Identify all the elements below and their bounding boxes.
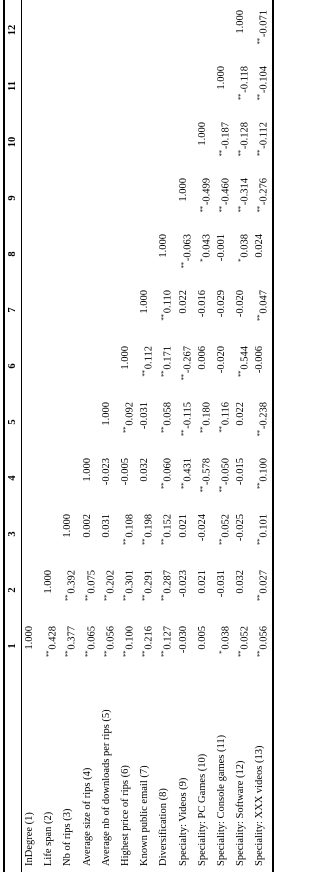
table-cell: [178, 346, 195, 394]
table-cell: [120, 402, 137, 450]
table-cell: [197, 290, 209, 338]
cell-value: 1.000: [120, 346, 131, 370]
cell-value: -0.023: [100, 458, 112, 486]
table-cell: [216, 626, 233, 674]
table-cell: [235, 402, 247, 450]
significance-marker: **: [64, 594, 73, 602]
table-cell: [120, 570, 137, 618]
cell-value: 0.301: [124, 570, 136, 594]
table-cell: [254, 514, 271, 562]
significance-marker: **: [160, 314, 169, 321]
table-cell: [24, 626, 36, 674]
table-cell: [254, 346, 266, 394]
table-cell: [216, 514, 233, 562]
row-label: Average size of rips (4): [81, 767, 93, 866]
significance-marker: *: [198, 258, 207, 262]
significance-marker: **: [256, 594, 265, 602]
column-header-9: 9: [7, 195, 18, 201]
cell-value: -0.112: [258, 122, 270, 149]
table-cell: [216, 290, 228, 338]
significance-marker: **: [256, 38, 265, 45]
cell-value: 1.000: [81, 458, 93, 482]
cell-value: 0.027: [258, 570, 270, 594]
table-cell: [178, 178, 190, 226]
cell-value: 0.100: [124, 626, 136, 650]
cell-value: 0.031: [100, 514, 112, 538]
significance-marker: **: [160, 370, 169, 378]
table-cell: [158, 346, 175, 394]
table-cell: [82, 458, 94, 506]
significance-marker: **: [256, 314, 265, 322]
cell-value: 1.000: [235, 10, 247, 34]
table-cell: [254, 290, 271, 338]
table-cell: [178, 626, 190, 674]
cell-value: 0.021: [196, 570, 208, 594]
significance-marker: **: [141, 650, 150, 658]
table-cell: [62, 514, 74, 562]
row-label: InDegree (1): [24, 812, 35, 866]
table-cell: [197, 626, 209, 674]
cell-value: 0.047: [258, 290, 270, 314]
cell-value: -0.115: [182, 402, 194, 429]
table-cell: [158, 234, 170, 282]
table-cell: [235, 626, 252, 674]
significance-marker: **: [198, 426, 207, 434]
significance-marker: **: [83, 594, 92, 602]
cell-value: 1.000: [177, 178, 189, 202]
cell-value: 0.052: [220, 514, 232, 538]
cell-value: 0.110: [162, 290, 174, 314]
table-cell: [139, 570, 156, 618]
significance-marker: **: [141, 370, 150, 377]
significance-marker: *: [237, 258, 246, 262]
cell-value: -0.238: [258, 402, 270, 430]
cell-value: 0.006: [196, 346, 208, 370]
cell-value: 0.058: [162, 402, 174, 426]
cell-value: 0.022: [235, 402, 247, 426]
significance-marker: **: [237, 650, 246, 658]
row-label: Specialty: Videos (9): [177, 777, 189, 866]
row-label: Speciality: Software (12): [235, 760, 247, 866]
cell-value: 0.038: [239, 234, 251, 258]
cell-value: 0.032: [139, 458, 151, 482]
table-cell: [235, 10, 247, 58]
cell-value: 1.000: [100, 402, 112, 426]
cell-value: 0.127: [162, 626, 174, 650]
cell-value: 0.052: [239, 626, 251, 650]
table-cell: [216, 570, 228, 618]
significance-marker: **: [160, 482, 169, 490]
cell-value: 0.112: [143, 346, 155, 370]
table-cell: [158, 514, 175, 562]
significance-marker: **: [256, 94, 265, 101]
cell-value: 0.116: [220, 402, 232, 426]
column-header-7: 7: [7, 307, 18, 313]
table-cell: [178, 514, 190, 562]
significance-marker: **: [237, 206, 246, 213]
significance-marker: **: [237, 150, 246, 157]
cell-value: 1.000: [62, 514, 74, 538]
table-cell: [158, 402, 175, 450]
cell-value: 1.000: [158, 234, 170, 258]
significance-marker: **: [141, 538, 150, 546]
table-cell: [101, 402, 113, 450]
significance-marker: **: [218, 150, 226, 157]
table-cell: [101, 514, 113, 562]
table-cell: [158, 626, 175, 674]
significance-marker: **: [256, 538, 265, 546]
table-cell: [82, 626, 99, 674]
column-header-11: 11: [7, 81, 18, 91]
cell-value: -0.063: [182, 234, 194, 262]
significance-marker: **: [122, 426, 130, 434]
table-cell: [62, 626, 79, 674]
significance-marker: **: [198, 206, 207, 213]
significance-marker: **: [218, 206, 226, 213]
cell-value: -0.020: [216, 346, 227, 374]
significance-marker: **: [160, 594, 169, 602]
cell-value: 0.056: [258, 626, 270, 650]
significance-marker: **: [256, 430, 265, 437]
cell-value: -0.016: [196, 290, 208, 318]
table-cell: [197, 458, 214, 506]
table-cell: [178, 570, 190, 618]
table-cell: [197, 234, 214, 282]
cell-value: -0.030: [177, 626, 189, 654]
table-cell: [235, 122, 252, 170]
cell-value: -0.015: [235, 458, 247, 486]
cell-value: 0.060: [162, 458, 174, 482]
column-header-10: 10: [7, 136, 18, 148]
cell-value: -0.001: [216, 234, 227, 262]
cell-value: 0.024: [254, 234, 266, 258]
table-cell: [158, 290, 175, 338]
significance-marker: **: [45, 650, 54, 658]
table-cell: [235, 178, 252, 226]
cell-value: 0.038: [220, 626, 232, 650]
cell-value: -0.460: [220, 178, 232, 206]
cell-value: 0.108: [124, 514, 136, 538]
cell-value: -0.118: [239, 66, 251, 93]
table-cell: [235, 514, 247, 562]
significance-marker: *: [218, 650, 226, 654]
cell-value: 0.092: [124, 402, 136, 426]
row-label: Speciality: PC Games (10): [196, 753, 208, 866]
significance-marker: **: [237, 370, 246, 378]
row-label: Known public email (7): [139, 765, 151, 866]
table-cell: [82, 570, 99, 618]
cell-value: 0.043: [201, 234, 213, 258]
column-header-2: 2: [7, 587, 18, 593]
table-cell: [235, 570, 247, 618]
significance-marker: **: [237, 93, 246, 101]
cell-value: 0.021: [177, 514, 189, 538]
significance-marker: **: [179, 429, 188, 437]
cell-value: 0.198: [143, 514, 155, 538]
cell-value: -0.267: [182, 346, 194, 374]
cell-value: 0.202: [105, 570, 117, 594]
cell-value: 0.100: [258, 458, 270, 482]
cell-value: 0.101: [258, 514, 270, 538]
cell-value: -0.314: [239, 178, 251, 206]
cell-value: 0.065: [86, 626, 98, 650]
cell-value: 0.291: [143, 570, 155, 594]
table-header-rule: [21, 0, 22, 872]
cell-value: -0.050: [220, 458, 232, 486]
table-cell: [254, 66, 271, 114]
cell-value: -0.020: [235, 290, 247, 318]
significance-marker: **: [218, 486, 226, 493]
cell-value: 0.171: [162, 346, 174, 370]
table-cell: [158, 570, 175, 618]
table-cell: [139, 290, 151, 338]
significance-marker: **: [179, 482, 188, 490]
table-cell: [158, 458, 175, 506]
row-label: Average nb of downloads per rips (5): [100, 709, 112, 866]
table-cell: [197, 514, 209, 562]
table-cell: [216, 402, 233, 450]
significance-marker: **: [160, 650, 169, 658]
table-cell: [101, 570, 118, 618]
table-cell: [235, 458, 247, 506]
table-cell: [235, 290, 247, 338]
cell-value: -0.031: [216, 570, 227, 598]
row-label: Highest price of rips (6): [120, 765, 131, 866]
cell-value: -0.025: [235, 514, 247, 542]
significance-marker: **: [83, 650, 92, 658]
table-cell: [43, 626, 60, 674]
table-cell: [139, 626, 156, 674]
table-top-rule: [3, 0, 5, 872]
table-cell: [178, 234, 195, 282]
cell-value: 0.431: [182, 458, 194, 482]
row-label: Speciality: Console games (11): [216, 734, 227, 866]
cell-value: 1.000: [24, 626, 35, 650]
cell-value: -0.578: [201, 458, 213, 486]
table-cell: [197, 122, 209, 170]
cell-value: 1.000: [43, 570, 55, 594]
cell-value: 0.075: [86, 570, 98, 594]
cell-value: 1.000: [196, 122, 208, 146]
table-cell: [235, 66, 252, 114]
table-cell: [120, 514, 137, 562]
table-cell: [254, 234, 266, 282]
table-cell: [254, 10, 271, 58]
significance-marker: **: [218, 426, 226, 433]
cell-value: -0.276: [258, 178, 270, 206]
table-cell: [197, 346, 209, 394]
row-label: Nb of rips (3): [62, 808, 74, 866]
table-cell: [254, 570, 271, 618]
row-label: Diversification (8): [158, 788, 170, 866]
column-header-6: 6: [7, 363, 18, 369]
column-header-3: 3: [7, 531, 18, 537]
table-cell: [197, 570, 209, 618]
significance-marker: **: [218, 538, 226, 546]
cell-value: -0.104: [258, 66, 270, 94]
cell-value: -0.023: [177, 570, 189, 598]
table-cell: [254, 458, 271, 506]
column-header-12: 12: [7, 24, 18, 36]
cell-value: -0.029: [216, 290, 227, 318]
cell-value: -0.187: [220, 122, 232, 150]
table-cell: [235, 346, 252, 394]
column-header-4: 4: [7, 475, 18, 481]
table-cell: [139, 402, 151, 450]
table-cell: [139, 514, 156, 562]
cell-value: 0.377: [66, 626, 78, 650]
table-cell: [254, 178, 271, 226]
cell-value: 0.152: [162, 514, 174, 538]
table-cell: [178, 402, 195, 450]
cell-value: 0.002: [81, 514, 93, 538]
cell-value: 0.032: [235, 570, 247, 594]
cell-value: -0.499: [201, 178, 213, 206]
table-cell: [178, 290, 190, 338]
cell-value: -0.071: [258, 10, 270, 38]
significance-marker: **: [160, 538, 169, 546]
cell-value: 1.000: [216, 66, 227, 90]
cell-value: 0.392: [66, 570, 78, 594]
significance-marker: **: [64, 650, 73, 658]
cell-value: -0.005: [120, 458, 131, 486]
significance-marker: **: [141, 594, 150, 602]
significance-marker: **: [256, 149, 265, 157]
table-cell: [43, 570, 55, 618]
table-cell: [139, 346, 156, 394]
significance-marker: **: [122, 594, 130, 602]
column-header-1: 1: [7, 643, 18, 649]
table-cell: [197, 178, 214, 226]
table-cell: [216, 458, 233, 506]
table-cell: [216, 122, 233, 170]
cell-value: 0.428: [47, 626, 59, 650]
table-bottom-rule: [272, 0, 274, 872]
column-header-5: 5: [7, 419, 18, 425]
cell-value: 0.180: [201, 402, 213, 426]
row-label: Speciality: XXX videos (13): [254, 745, 266, 866]
row-label: Life span (2): [43, 811, 55, 866]
table-cell: [216, 178, 233, 226]
significance-marker: **: [102, 650, 111, 658]
table-cell: [216, 346, 228, 394]
table-cell: [254, 626, 271, 674]
table-cell: [197, 402, 214, 450]
cell-value: -0.024: [196, 514, 208, 542]
cell-value: 0.287: [162, 570, 174, 594]
table-cell: [101, 626, 118, 674]
table-cell: [139, 458, 151, 506]
cell-value: -0.031: [139, 402, 151, 430]
cell-value: 1.000: [139, 290, 151, 314]
table-cell: [82, 514, 94, 562]
table-cell: [62, 570, 79, 618]
significance-marker: **: [256, 482, 265, 490]
table-cell: [120, 346, 132, 394]
table-cell: [254, 402, 271, 450]
significance-marker: **: [160, 426, 169, 434]
table-cell: [178, 458, 195, 506]
table-cell: [216, 234, 228, 282]
significance-marker: **: [256, 650, 265, 658]
significance-marker: **: [179, 262, 188, 269]
cell-value: -0.006: [254, 346, 266, 374]
cell-value: 0.544: [239, 346, 251, 370]
cell-value: 0.005: [196, 626, 208, 650]
table-cell: [101, 458, 113, 506]
significance-marker: **: [256, 206, 265, 213]
significance-marker: **: [198, 486, 207, 493]
table-cell: [235, 234, 252, 282]
significance-marker: **: [122, 538, 130, 546]
cell-value: 0.216: [143, 626, 155, 650]
table-cell: [120, 626, 137, 674]
table-cell: [216, 66, 228, 114]
significance-marker: **: [179, 374, 188, 381]
significance-marker: **: [122, 650, 130, 658]
cell-value: 0.022: [177, 290, 189, 314]
cell-value: -0.128: [239, 122, 251, 150]
significance-marker: **: [102, 594, 111, 602]
column-header-8: 8: [7, 251, 18, 257]
table-cell: [120, 458, 132, 506]
table-cell: [254, 122, 271, 170]
cell-value: 0.056: [105, 626, 117, 650]
